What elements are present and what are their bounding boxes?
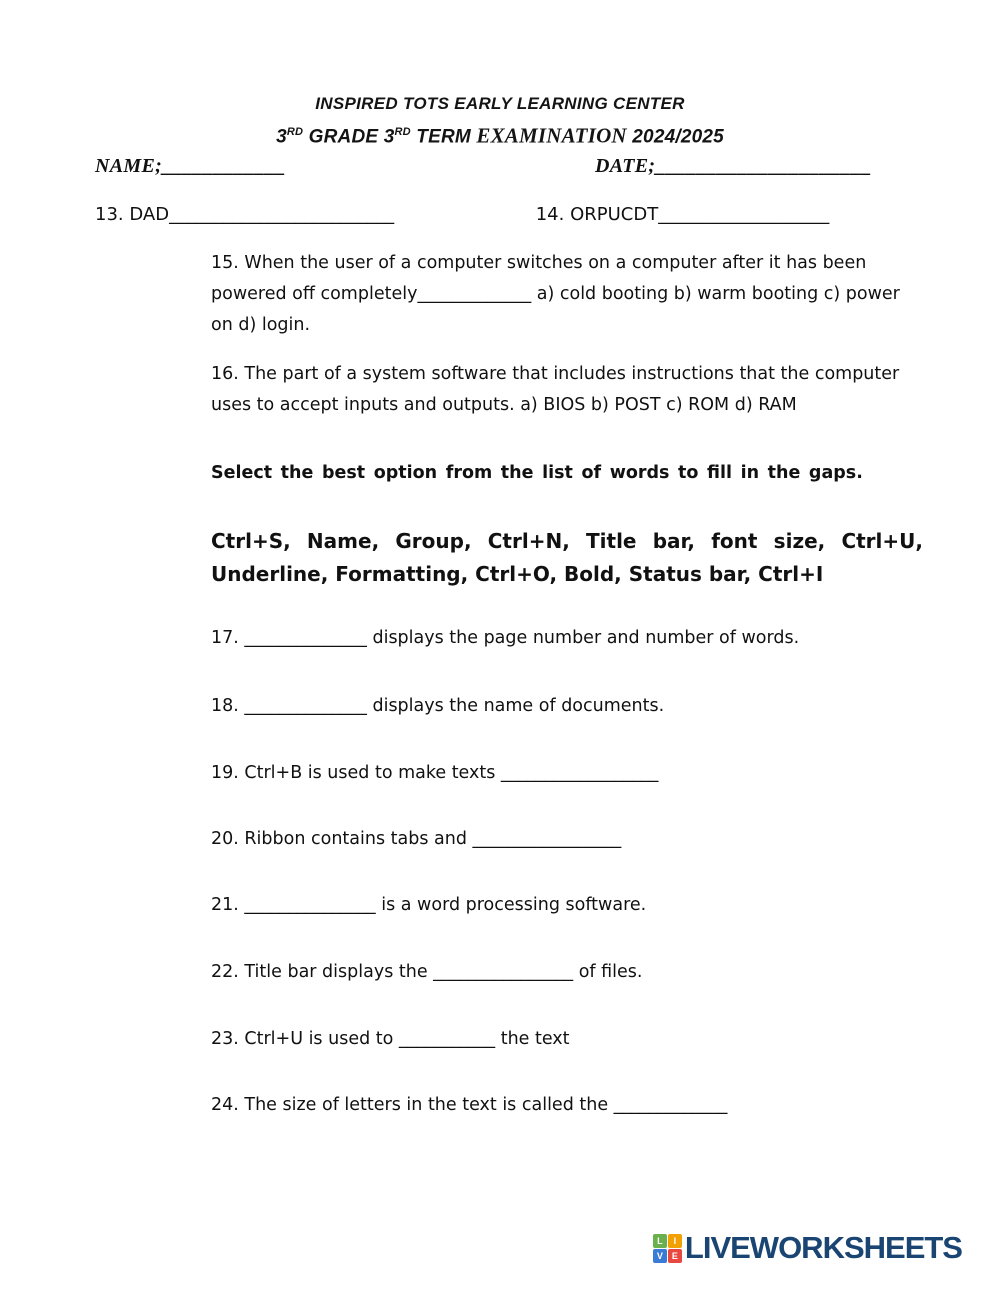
logo-square-v: V: [653, 1249, 667, 1263]
date-label: DATE;: [595, 155, 656, 178]
question-21-text: is a word processing software.: [375, 895, 647, 916]
unscramble-row: [95, 201, 1000, 229]
question-17-text: displays the page number and number of words.: [366, 628, 800, 649]
footer: [653, 1230, 962, 1266]
question-18-text: displays the name of documents.: [366, 696, 665, 717]
logo-square-l: L: [653, 1234, 667, 1248]
question-17: [211, 623, 923, 654]
word-bank: Ctrl+S, Name, Group, Ctrl+N, Title bar, font size, Ctrl+U, Underline, Formatting, Ctrl+O, Bold, Status bar, Ctrl+I: [211, 529, 923, 587]
question-22-text: of files.: [573, 962, 643, 983]
name-date-row: [95, 153, 905, 179]
name-label: NAME;: [95, 155, 163, 178]
worksheet-header: [0, 0, 1000, 150]
exam-title-part: GRADE 3: [303, 126, 395, 148]
question-18-answer-blank[interactable]: ______________: [244, 696, 367, 717]
question-24: [211, 1090, 923, 1121]
question-15-answer-blank[interactable]: _____________: [417, 284, 532, 305]
question-22: [211, 957, 923, 988]
section-instruction: Select the best option from the list of words to fill in the gaps.: [211, 463, 863, 484]
question-13: [95, 201, 530, 229]
question-24-text: 24. The size of letters in the text is called the: [211, 1095, 614, 1116]
exam-title-ordinal: RD: [394, 126, 411, 138]
question-19-answer-blank[interactable]: __________________: [500, 763, 659, 784]
question-14: [536, 204, 829, 225]
exam-title-part: TERM: [410, 126, 477, 148]
school-name: INSPIRED TOTS EARLY LEARNING CENTER: [315, 94, 685, 113]
date-answer-blank[interactable]: _____________________: [655, 155, 872, 178]
question-22-answer-blank[interactable]: ________________: [433, 962, 574, 983]
exam-title-part: 3: [276, 126, 287, 148]
name-field: [95, 153, 595, 179]
question-20-text: 20. Ribbon contains tabs and: [211, 829, 473, 850]
question-21-text: 21.: [211, 895, 245, 916]
question-17-answer-blank[interactable]: ______________: [244, 628, 367, 649]
question-18: [211, 691, 923, 722]
question-23-answer-blank[interactable]: ___________: [398, 1029, 496, 1050]
question-18-text: 18.: [211, 696, 245, 717]
liveworksheets-wordmark: LIVEWORKSHEETS: [684, 1230, 962, 1265]
exam-title: [0, 119, 1000, 150]
question-21: [211, 890, 923, 921]
question-16: 16. The part of a system software that includes instructions that the computer uses to accept inputs and outputs. a) BIOS b) POST c) ROM d) RAM: [211, 364, 900, 416]
question-23-text: the text: [495, 1029, 570, 1050]
question-24-answer-blank[interactable]: _____________: [613, 1095, 728, 1116]
logo-square-e: E: [668, 1249, 682, 1263]
question-20: [211, 824, 923, 855]
question-19: [211, 758, 923, 789]
logo-square-i: I: [668, 1234, 682, 1248]
question-23-text: 23. Ctrl+U is used to: [211, 1029, 399, 1050]
question-15-options: a) cold booting b) warm booting c) power on d) login.: [211, 284, 900, 336]
exam-title-year: 2024/2025: [626, 126, 724, 148]
question-15: [211, 248, 923, 341]
date-field: [595, 153, 872, 179]
question-21-answer-blank[interactable]: _______________: [244, 895, 376, 916]
liveworksheets-logo[interactable]: [653, 1230, 962, 1266]
question-22-text: 22. Title bar displays the: [211, 962, 434, 983]
question-14-label: 14. ORPUCDT: [535, 204, 659, 226]
name-answer-blank[interactable]: ____________: [162, 155, 286, 178]
question-13-answer-blank[interactable]: _________________________: [169, 204, 395, 226]
liveworksheets-logo-icon: [653, 1234, 682, 1263]
question-20-answer-blank[interactable]: _________________: [472, 829, 622, 850]
questions-section: [211, 248, 923, 1121]
exam-title-examination: EXAMINATION: [476, 123, 627, 148]
question-13-label: 13. DAD: [95, 204, 170, 226]
question-14-answer-blank[interactable]: ___________________: [658, 204, 830, 226]
exam-title-ordinal: RD: [286, 126, 304, 138]
question-23: [211, 1024, 923, 1055]
question-17-text: 17.: [211, 628, 245, 649]
question-19-text: 19. Ctrl+B is used to make texts: [211, 763, 501, 784]
question-15-text: 15. When the user of a computer switches on a computer after it has been powered off completely: [211, 253, 867, 305]
